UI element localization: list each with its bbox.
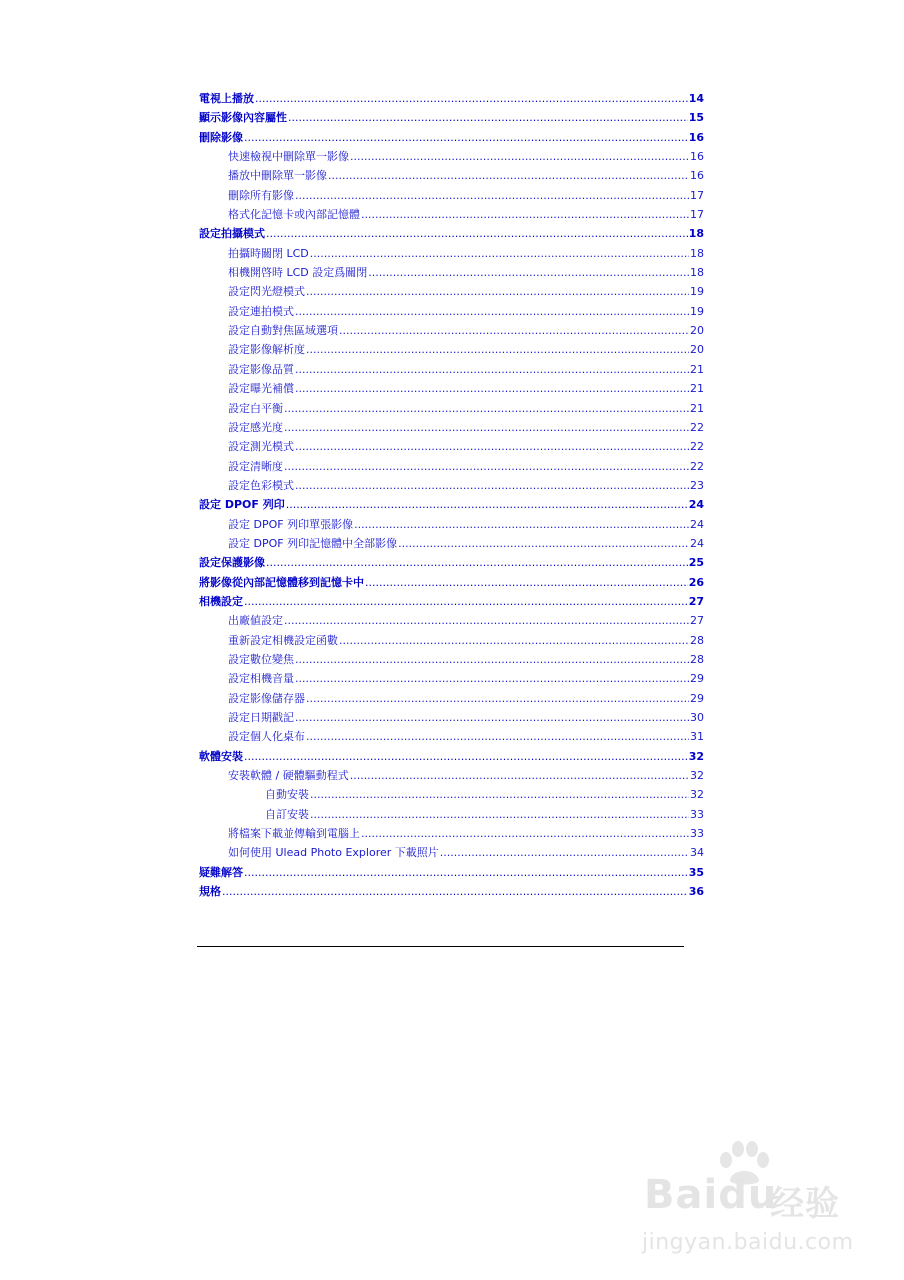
toc-entry-title: 播放中刪除單一影像 [228,169,327,183]
toc-entry[interactable] [199,399,704,418]
toc-dot-leader [222,882,688,901]
toc-dot-leader [266,553,688,572]
toc-entry-title: 設定影像品質 [228,362,294,376]
toc-entry-title: 刪除影像 [199,130,243,144]
toc-entry-title: 設定相機音量 [228,672,294,686]
toc-dot-leader [295,476,689,495]
watermark-brand: Baidu [644,1172,778,1218]
toc-dot-leader [350,147,689,166]
toc-entry[interactable] [199,282,704,301]
toc-entry-page-number: 14 [688,92,704,105]
toc-entry[interactable] [199,766,704,785]
toc-entry-title: 設定日期戳記 [228,711,294,724]
toc-dot-leader [295,360,689,379]
toc-entry[interactable] [199,476,704,495]
toc-entry-title: 設定自動對焦區域選項 [228,324,338,338]
toc-dot-leader [368,263,689,282]
toc-entry-title: 設定曝光補償 [228,382,294,396]
toc-entry-page-number: 16 [688,130,704,144]
toc-entry-title: 設定數位變焦 [228,652,294,666]
toc-dot-leader [284,457,689,476]
toc-entry-page-number: 24 [690,536,704,550]
toc-dot-leader [295,708,689,727]
toc-dot-leader [306,727,689,746]
toc-dot-leader [361,824,689,843]
toc-entry-page-number: 21 [690,401,704,415]
toc-dot-leader [365,573,688,592]
toc-entry[interactable] [199,457,704,476]
toc-entry-page-number: 24 [688,498,704,512]
toc-dot-leader [306,282,689,301]
toc-entry-page-number: 17 [690,188,704,202]
toc-entry[interactable] [199,863,704,882]
toc-entry-title: 快速檢視中刪除單一影像 [228,150,349,164]
toc-entry-page-number: 18 [688,227,704,241]
toc-entry-page-number: 17 [690,208,704,222]
toc-entry-title: 相機開啓時 LCD 設定爲關閉 [228,266,368,280]
table-of-contents [199,89,704,901]
toc-entry-page-number: 20 [690,343,704,357]
toc-entry-page-number: 27 [688,594,704,608]
toc-entry-page-number: 36 [688,885,704,899]
toc-entry[interactable] [199,263,704,282]
toc-entry-title: 出廠値設定 [228,614,283,628]
toc-entry-page-number: 20 [690,324,704,338]
toc-dot-leader [310,785,689,804]
toc-dot-leader [350,766,689,785]
toc-entry-title: 疑難解答 [199,865,243,879]
toc-entry[interactable] [199,418,704,437]
toc-entry[interactable] [199,843,704,862]
footer-divider [197,946,684,947]
toc-entry-title: 設定影像解析度 [228,343,305,357]
toc-dot-leader [310,244,689,263]
toc-entry-page-number: 30 [690,711,704,724]
toc-entry[interactable] [199,727,704,746]
toc-entry-title: 顯示影像內容屬性 [199,111,287,125]
toc-dot-leader [266,224,688,243]
toc-entry[interactable] [199,882,704,901]
toc-entry-title: 自訂安裝 [265,807,309,821]
toc-entry[interactable] [199,128,704,147]
toc-dot-leader [284,418,689,437]
toc-entry[interactable] [199,708,704,727]
toc-dot-leader [328,166,689,185]
toc-entry-title: 設定測光模式 [228,440,294,454]
toc-entry[interactable] [199,824,704,843]
toc-entry-page-number: 28 [690,633,704,647]
toc-dot-leader [295,379,689,398]
baidu-jingyan-watermark [638,1140,858,1270]
toc-entry-title: 設定 DPOF 列印記憶體中全部影像 [228,536,398,550]
toc-entry-page-number: 31 [690,730,704,744]
toc-entry[interactable] [199,534,704,553]
toc-entry-page-number: 21 [690,382,704,396]
toc-entry[interactable] [199,224,704,243]
toc-dot-leader [306,689,689,708]
toc-entry[interactable] [199,553,704,572]
toc-entry-title: 設定感光度 [228,420,283,434]
toc-entry-title: 重新設定相機設定函數 [228,633,338,647]
toc-dot-leader [361,205,689,224]
toc-entry-title: 將檔案下載並傳輸到電腦上 [228,827,360,841]
toc-entry-page-number: 22 [690,459,704,473]
toc-entry-page-number: 32 [688,749,704,763]
toc-entry-title: 軟體安裝 [199,749,243,763]
toc-entry-page-number: 19 [690,285,704,299]
toc-dot-leader [354,515,689,534]
toc-dot-leader [286,495,688,514]
toc-dot-leader [295,186,689,205]
toc-entry[interactable] [199,437,704,456]
toc-entry-title: 拍攝時關閉 LCD [228,246,309,260]
toc-dot-leader [295,650,689,669]
watermark-url: jingyan.baidu.com [642,1230,854,1255]
toc-entry-title: 設定清晰度 [228,459,283,473]
toc-dot-leader [295,669,689,688]
toc-dot-leader [310,805,689,824]
toc-entry[interactable] [199,515,704,534]
toc-dot-leader [284,399,689,418]
toc-entry-title: 設定色彩模式 [228,478,294,492]
toc-entry-page-number: 19 [690,304,704,318]
toc-entry-page-number: 27 [690,614,704,628]
toc-entry-title: 設定連拍模式 [228,304,294,318]
toc-entry-title: 自動安裝 [265,788,309,802]
toc-entry-page-number: 22 [690,440,704,454]
toc-dot-leader [244,128,688,147]
toc-dot-leader [255,89,688,108]
toc-dot-leader [295,437,689,456]
toc-entry[interactable] [199,785,704,804]
toc-entry-page-number: 16 [690,150,704,164]
toc-entry-title: 設定拍攝模式 [199,227,265,241]
toc-entry[interactable] [199,186,704,205]
toc-entry-page-number: 35 [688,865,704,879]
toc-dot-leader [244,863,688,882]
toc-entry[interactable] [199,360,704,379]
toc-dot-leader [284,611,689,630]
toc-entry-title: 相機設定 [199,594,243,608]
toc-entry-title: 設定 DPOF 列印 [199,498,285,512]
toc-entry-title: 刪除所有影像 [228,188,294,202]
toc-entry[interactable] [199,631,704,650]
toc-entry[interactable] [199,650,704,669]
toc-entry-title: 設定個人化桌布 [228,730,305,744]
toc-entry-page-number: 34 [690,846,704,860]
toc-entry-title: 電視上播放 [199,92,254,105]
toc-entry-page-number: 25 [688,556,704,570]
toc-entry[interactable] [199,108,704,127]
toc-entry-page-number: 16 [690,169,704,183]
toc-entry[interactable] [199,379,704,398]
toc-entry[interactable] [199,205,704,224]
toc-entry-page-number: 32 [690,769,704,783]
toc-dot-leader [244,592,688,611]
toc-entry-title: 設定 DPOF 列印單張影像 [228,517,354,531]
watermark-logo-text [638,1170,858,1230]
toc-entry[interactable] [199,166,704,185]
toc-entry-page-number: 29 [690,672,704,686]
toc-entry[interactable] [199,805,704,824]
toc-entry-title: 設定白平衡 [228,401,283,415]
toc-dot-leader [339,631,689,650]
toc-entry[interactable] [199,495,704,514]
toc-entry-title: 規格 [199,885,221,899]
toc-dot-leader [339,321,689,340]
toc-entry[interactable] [199,611,704,630]
toc-entry[interactable] [199,147,704,166]
toc-entry-page-number: 18 [690,246,704,260]
toc-entry[interactable] [199,747,704,766]
toc-entry[interactable] [199,340,704,359]
toc-entry-page-number: 33 [690,827,704,841]
toc-entry-page-number: 22 [690,420,704,434]
toc-entry[interactable] [199,689,704,708]
toc-entry[interactable] [199,89,704,108]
watermark-brand-cn: 经验 [770,1184,840,1224]
toc-entry[interactable] [199,669,704,688]
toc-entry-page-number: 18 [690,266,704,280]
toc-entry-title: 安裝軟體 / 硬體驅動程式 [228,769,349,783]
toc-entry-title: 格式化記憶卡或內部記憶體 [228,208,360,222]
toc-entry-title: 將影像從內部記憶體移到記憶卡中 [199,575,364,589]
toc-entry-title: 設定影像儲存器 [228,691,305,705]
toc-entry-title: 設定閃光燈模式 [228,285,305,299]
toc-entry-page-number: 28 [690,652,704,666]
toc-entry[interactable] [199,573,704,592]
toc-entry-page-number: 15 [688,111,704,125]
toc-dot-leader [440,843,689,862]
toc-dot-leader [398,534,689,553]
toc-entry-page-number: 21 [690,362,704,376]
toc-entry-title: 如何使用 Ulead Photo Explorer 下載照片 [228,846,439,860]
toc-entry[interactable] [199,592,704,611]
toc-dot-leader [295,302,689,321]
toc-entry-page-number: 26 [688,575,704,589]
toc-entry[interactable] [199,321,704,340]
toc-entry[interactable] [199,302,704,321]
toc-entry-page-number: 24 [690,517,704,531]
toc-entry[interactable] [199,244,704,263]
toc-dot-leader [288,108,688,127]
toc-dot-leader [306,340,689,359]
toc-entry-page-number: 32 [690,788,704,802]
toc-dot-leader [244,747,688,766]
toc-entry-title: 設定保護影像 [199,556,265,570]
toc-entry-page-number: 29 [690,691,704,705]
toc-entry-page-number: 23 [690,478,704,492]
toc-entry-page-number: 33 [690,807,704,821]
